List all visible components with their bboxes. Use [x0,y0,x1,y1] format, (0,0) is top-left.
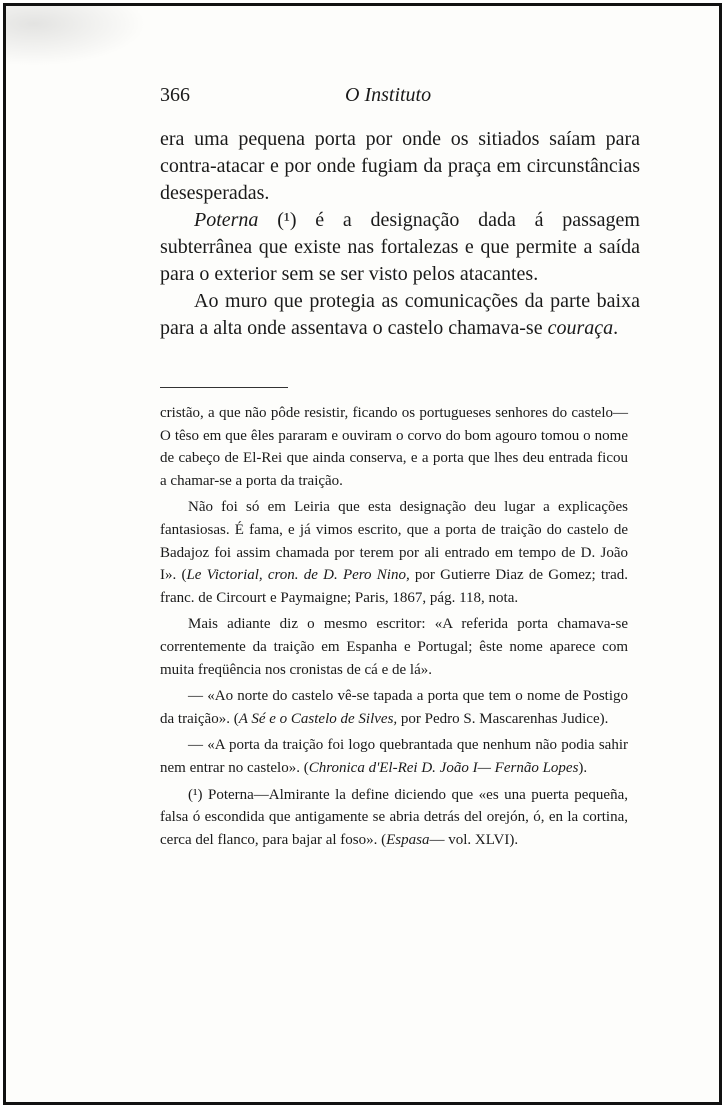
footnotes [160,402,628,855]
footnote-text: ). [578,759,588,776]
paragraph-3-text: Ao muro que protegia as comunicações da parte baixa para a alta onde assentava o castelo chamava-se [160,290,640,339]
footnote-text: — vol. XLVI). [429,831,519,848]
body-text [160,126,640,342]
citation-title: Espasa [386,831,430,848]
scan-smudge [6,6,146,66]
page-header [160,84,640,112]
footnote-marker: (¹) [188,786,203,803]
citation-title: Le Victorial, cron. de D. Pero Nino, [186,567,410,584]
footnote-text: — «A porta da traição foi logo quebrantada que nenhum não podia sahir nem entrar no castelo». ( [160,737,628,776]
paragraph-3 [160,288,640,342]
footnote-text: por Pedro S. Mascarenhas Judice). [397,710,609,727]
term-couraca: couraça [547,317,614,339]
citation-title: A Sé e o Castelo de Silves, [238,710,398,727]
term-poterna: Poterna [194,209,259,231]
paragraph-1: era uma pequena porta por onde os sitiados saíam para contra-atacar e por onde fugiam da praça em circunstâncias desesperadas. [160,128,640,204]
footnote-text: — «Ao norte do castelo vê-se tapada a porta que tem o nome de Postigo da traição». ( [160,688,628,727]
footnote-paragraph: Mais adiante diz o mesmo escritor: «A referida porta chamava-se correntemente da traição em Espanha e Portugal; êste nome aparece com muita freqüência nos cronistas de cá e de lá». [160,616,628,678]
footnote-divider [160,387,288,388]
footnote-paragraph [160,496,628,609]
footnote-text: Poterna—Almirante la define diciendo que «es una puerta pequeña, falsa ó escondida que antigamente se abria detrás del orejón, ó, en la cortina, cerca del flanco, para bajar al foso». ( [160,786,628,848]
paragraph-2 [160,207,640,288]
paragraph-3-end: . [613,317,619,339]
footnote-1 [160,784,628,852]
footnote-ref: (¹) [277,209,297,231]
footnote-text: por Gutierre Diaz de Gomez; trad. franc. de Circourt e Paymaigne; Paris, 1867, pág. 118, nota. [160,567,629,606]
running-title: O Instituto [345,84,432,106]
paragraph-2-text: é a designação dada á passagem subterrânea que existe nas fortalezas e que permite a saída para o exterior sem se ser visto pelos atacantes. [160,209,640,285]
footnote-continuation: cristão, a que não pôde resistir, ficando os portugueses senhores do castelo—O têso em que êles pararam e ouviram o corvo do bom agouro tomou o nome de cabeço de El-Rei que ainda conserva, e a porta que lhes deu entrada ficou a chamar-se a porta da traição. [160,405,628,489]
footnote-paragraph [160,734,628,779]
footnote-text: Não foi só em Leiria que esta designação deu lugar a explicações fantasiosas. É fama, e já vimos escrito, que a porta de traição do castelo de Badajoz foi assim chamada por terem por ali entrado em tempo de D. João I». ( [160,499,628,584]
footnote-paragraph [160,685,628,730]
citation-title: Chronica d'El-Rei D. João I— Fernão Lopes [308,759,579,776]
page-number: 366 [160,84,190,106]
